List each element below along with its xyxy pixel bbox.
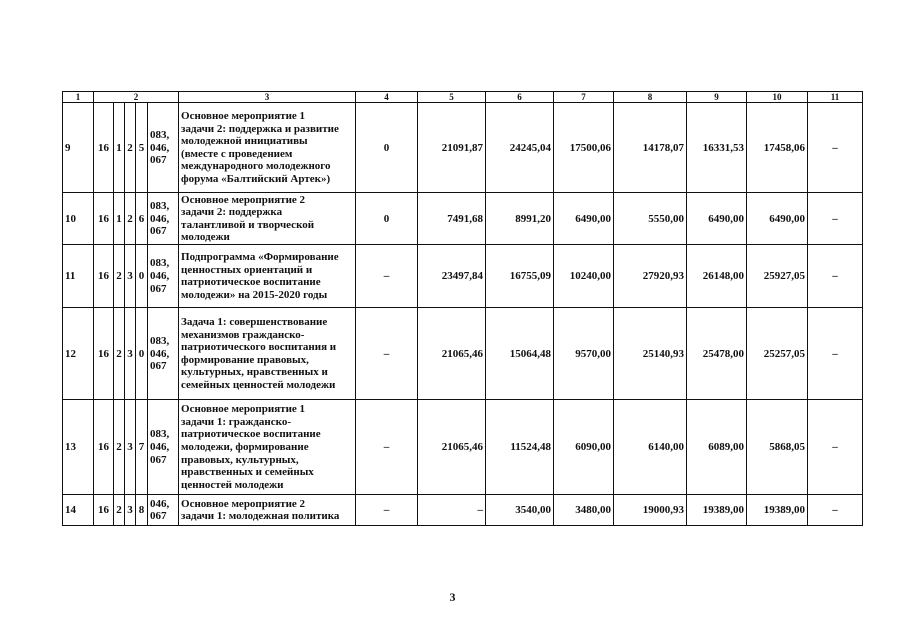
- code-part-cell: 7: [136, 400, 148, 495]
- code-part-cell: 2: [114, 308, 125, 400]
- value-cell: 19389,00: [747, 495, 808, 526]
- code-part-cell: 2: [114, 495, 125, 526]
- code-part-cell: 0: [136, 245, 148, 308]
- header-cell: 1: [63, 92, 94, 103]
- code-part-cell: 5: [136, 103, 148, 193]
- value-cell: 7491,68: [418, 193, 486, 245]
- code-part-cell: 1: [114, 193, 125, 245]
- value-cell: 25257,05: [747, 308, 808, 400]
- value-cell: 6490,00: [687, 193, 747, 245]
- value-cell: 16755,09: [486, 245, 554, 308]
- code-part-cell: 16: [94, 495, 114, 526]
- row-number-cell: 12: [63, 308, 94, 400]
- value-cell: –: [356, 245, 418, 308]
- value-cell: 6090,00: [554, 400, 614, 495]
- code-part-cell: 6: [136, 193, 148, 245]
- value-cell: –: [808, 400, 863, 495]
- description-cell: Задача 1: совершенствование механизмов гражданско- патриотического воспитания и формирование правовых, культурных, нравственных и семейных ценностей молодежи: [179, 308, 356, 400]
- value-cell: 25140,93: [614, 308, 687, 400]
- header-cell: 2: [94, 92, 179, 103]
- code-part-cell: 2: [125, 103, 136, 193]
- description-cell: Основное мероприятие 2 задачи 1: молодежная политика: [179, 495, 356, 526]
- row-number-cell: 14: [63, 495, 94, 526]
- code-part-cell: 16: [94, 193, 114, 245]
- header-cell: 5: [418, 92, 486, 103]
- value-cell: 16331,53: [687, 103, 747, 193]
- value-cell: 3540,00: [486, 495, 554, 526]
- value-cell: 0: [356, 193, 418, 245]
- value-cell: 14178,07: [614, 103, 687, 193]
- value-cell: 24245,04: [486, 103, 554, 193]
- code-part-cell: 1: [114, 103, 125, 193]
- table-row: [63, 400, 863, 495]
- value-cell: –: [356, 308, 418, 400]
- description-cell: Основное мероприятие 1 задачи 1: гражданско- патриотическое воспитание молодежи, формирование правовых, культурных, нравственных и семейных ценностей молодежи: [179, 400, 356, 495]
- code-part-cell: 2: [114, 400, 125, 495]
- code-part-cell: 2: [114, 245, 125, 308]
- value-cell: 17458,06: [747, 103, 808, 193]
- value-cell: 21065,46: [418, 400, 486, 495]
- header-cell: 9: [687, 92, 747, 103]
- value-cell: 6490,00: [554, 193, 614, 245]
- value-cell: 23497,84: [418, 245, 486, 308]
- budget-codes-cell: 083, 046, 067: [148, 193, 179, 245]
- code-part-cell: 3: [125, 495, 136, 526]
- budget-codes-cell: 083, 046, 067: [148, 103, 179, 193]
- value-cell: –: [808, 193, 863, 245]
- code-part-cell: 2: [125, 193, 136, 245]
- table-row: [63, 308, 863, 400]
- value-cell: 21065,46: [418, 308, 486, 400]
- table-header: [63, 92, 863, 103]
- header-cell: 10: [747, 92, 808, 103]
- value-cell: 9570,00: [554, 308, 614, 400]
- header-cell: 6: [486, 92, 554, 103]
- code-part-cell: 16: [94, 103, 114, 193]
- table-row: [63, 103, 863, 193]
- header-cell: 4: [356, 92, 418, 103]
- header-cell: 11: [808, 92, 863, 103]
- value-cell: 5550,00: [614, 193, 687, 245]
- value-cell: 11524,48: [486, 400, 554, 495]
- header-cell: 7: [554, 92, 614, 103]
- value-cell: –: [808, 245, 863, 308]
- code-part-cell: 3: [125, 400, 136, 495]
- budget-codes-cell: 083, 046, 067: [148, 308, 179, 400]
- value-cell: 25927,05: [747, 245, 808, 308]
- code-part-cell: 3: [125, 308, 136, 400]
- row-number-cell: 10: [63, 193, 94, 245]
- row-number-cell: 13: [63, 400, 94, 495]
- value-cell: 27920,93: [614, 245, 687, 308]
- code-part-cell: 16: [94, 245, 114, 308]
- table-row: [63, 495, 863, 526]
- value-cell: 5868,05: [747, 400, 808, 495]
- code-part-cell: 16: [94, 400, 114, 495]
- page-number: 3: [449, 590, 456, 604]
- value-cell: 0: [356, 103, 418, 193]
- value-cell: 19000,93: [614, 495, 687, 526]
- value-cell: 10240,00: [554, 245, 614, 308]
- value-cell: 15064,48: [486, 308, 554, 400]
- budget-codes-cell: 083, 046, 067: [148, 400, 179, 495]
- code-part-cell: 16: [94, 308, 114, 400]
- table-body: [63, 103, 863, 526]
- code-part-cell: 3: [125, 245, 136, 308]
- value-cell: –: [808, 103, 863, 193]
- value-cell: 6089,00: [687, 400, 747, 495]
- value-cell: –: [356, 495, 418, 526]
- value-cell: 8991,20: [486, 193, 554, 245]
- code-part-cell: 8: [136, 495, 148, 526]
- value-cell: 6490,00: [747, 193, 808, 245]
- value-cell: 21091,87: [418, 103, 486, 193]
- value-cell: 25478,00: [687, 308, 747, 400]
- table-row: [63, 245, 863, 308]
- description-cell: Подпрограмма «Формирование ценностных ориентаций и патриотическое воспитание молодежи» на 2015-2020 годы: [179, 245, 356, 308]
- budget-codes-cell: 083, 046, 067: [148, 245, 179, 308]
- value-cell: 3480,00: [554, 495, 614, 526]
- header-cell: 3: [179, 92, 356, 103]
- value-cell: –: [808, 308, 863, 400]
- value-cell: –: [418, 495, 486, 526]
- value-cell: 17500,06: [554, 103, 614, 193]
- budget-table: [62, 91, 863, 526]
- description-cell: Основное мероприятие 2 задачи 2: поддержка талантливой и творческой молодежи: [179, 193, 356, 245]
- table-row: [63, 193, 863, 245]
- description-cell: Основное мероприятие 1 задачи 2: поддержка и развитие молодежной инициативы (вместе с проведением международного молодежного форума «Балтийский Артек»): [179, 103, 356, 193]
- value-cell: –: [356, 400, 418, 495]
- row-number-cell: 9: [63, 103, 94, 193]
- value-cell: –: [808, 495, 863, 526]
- budget-codes-cell: 046, 067: [148, 495, 179, 526]
- value-cell: 26148,00: [687, 245, 747, 308]
- code-part-cell: 0: [136, 308, 148, 400]
- value-cell: 6140,00: [614, 400, 687, 495]
- row-number-cell: 11: [63, 245, 94, 308]
- header-cell: 8: [614, 92, 687, 103]
- value-cell: 19389,00: [687, 495, 747, 526]
